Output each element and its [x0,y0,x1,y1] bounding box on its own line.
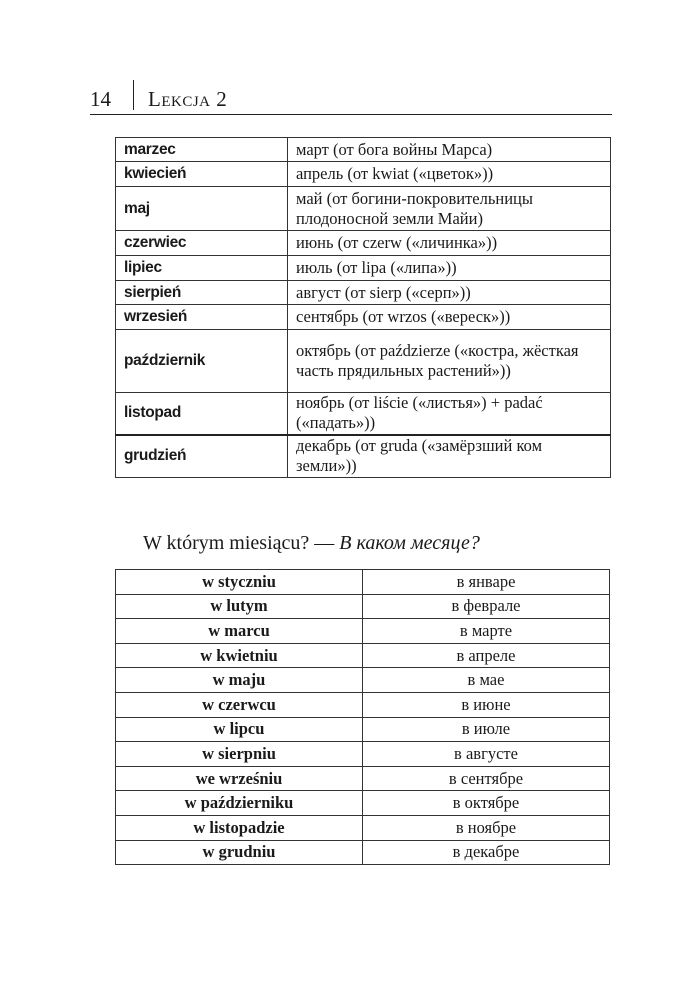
table-row [116,692,610,717]
locative-russian: в августе [363,742,610,767]
table-row [116,815,610,840]
month-polish: sierpień [116,281,288,305]
locative-russian: в декабре [363,840,610,865]
table-row [116,742,610,767]
question-polish: W którym miesiącu? — [143,532,335,554]
month-russian: июль (от lipa («липа»)) [288,256,611,281]
table-row [116,791,610,816]
table-row [116,256,611,281]
section-question [143,531,480,555]
locative-polish: w styczniu [116,570,363,595]
month-russian: август (от sierp («серп»)) [288,281,611,305]
month-polish: maj [116,187,288,231]
month-polish: grudzień [116,435,288,478]
locative-russian: в июле [363,717,610,742]
month-russian: сентябрь (от wrzos («вереск»)) [288,305,611,330]
table-row [116,717,610,742]
locative-polish: w lipcu [116,717,363,742]
table-row [116,305,611,330]
table-row [116,187,611,231]
table-row [116,330,611,393]
locative-months-table [115,569,610,865]
month-polish: październik [116,330,288,393]
month-russian: июнь (от czerw («личинка»)) [288,231,611,256]
month-russian: апрель (от kwiat («цветок»)) [288,162,611,187]
month-russian: ноябрь (от liście («листья») + padać («падать»)) [288,393,611,435]
locative-polish: we wrześniu [116,766,363,791]
table-row [116,281,611,305]
month-polish: listopad [116,393,288,435]
month-russian: декабрь (от gruda («замёрзший ком земли»)) [288,435,611,478]
locative-polish: w sierpniu [116,742,363,767]
locative-russian: в ноябре [363,815,610,840]
table-row [116,393,611,435]
month-polish: wrzesień [116,305,288,330]
chapter-title: Lekcja 2 [148,87,228,111]
table-row [116,668,610,693]
month-polish: lipiec [116,256,288,281]
locative-russian: в октябре [363,791,610,816]
month-polish: marzec [116,138,288,162]
locative-polish: w październiku [116,791,363,816]
locative-russian: в сентябре [363,766,610,791]
month-russian: октябрь (от paździerze («костра, жёсткая часть прядильных растений»)) [288,330,611,393]
locative-polish: w lutym [116,594,363,619]
months-etymology-table [115,137,611,478]
locative-russian: в мае [363,668,610,693]
locative-russian: в январе [363,570,610,595]
page-number: 14 [90,87,111,111]
table-row [116,138,611,162]
locative-russian: в феврале [363,594,610,619]
month-russian: май (от богини-покровительницы плодоносной земли Майи) [288,187,611,231]
locative-polish: w czerwcu [116,692,363,717]
table-row [116,840,610,865]
locative-polish: w maju [116,668,363,693]
locative-russian: в июне [363,692,610,717]
table-row [116,162,611,187]
month-russian: март (от бога войны Марса) [288,138,611,162]
table-row [116,619,610,644]
page-header [90,88,612,115]
question-russian: В каком месяце? [339,532,480,554]
locative-polish: w marcu [116,619,363,644]
header-divider [133,80,134,110]
locative-polish: w kwietniu [116,643,363,668]
table-row [116,435,611,478]
locative-russian: в апреле [363,643,610,668]
table-row [116,643,610,668]
table-row [116,570,610,595]
month-polish: czerwiec [116,231,288,256]
table-row [116,231,611,256]
locative-russian: в марте [363,619,610,644]
table-row [116,594,610,619]
table-row [116,766,610,791]
month-polish: kwiecień [116,162,288,187]
locative-polish: w listopadzie [116,815,363,840]
locative-polish: w grudniu [116,840,363,865]
